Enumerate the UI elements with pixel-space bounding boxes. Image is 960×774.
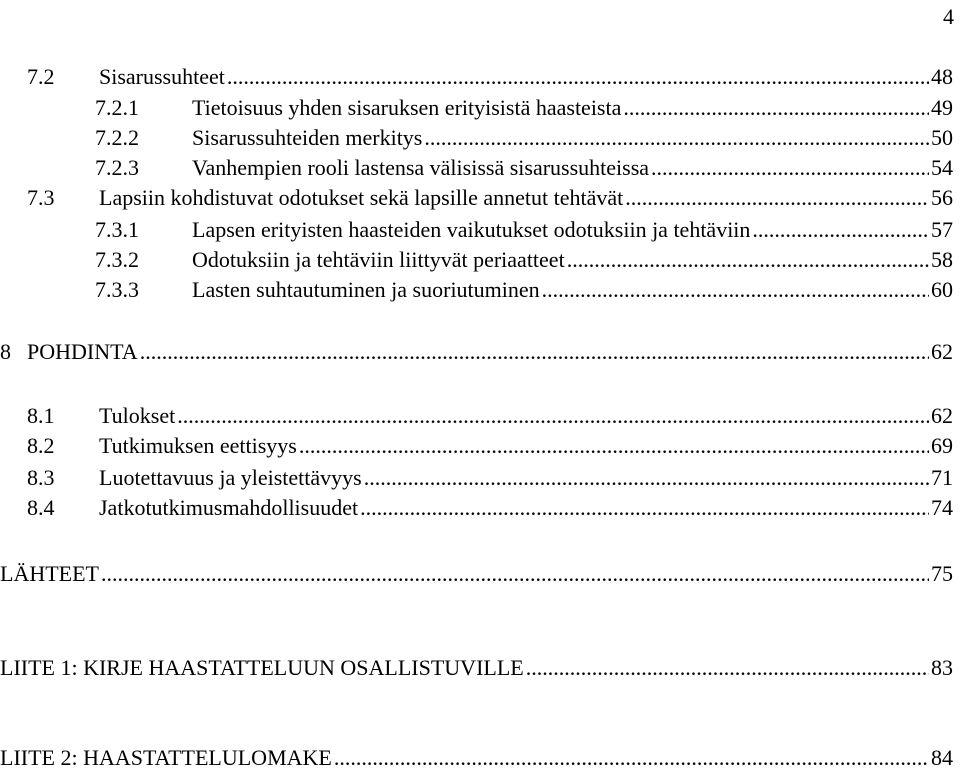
- toc-entry-lahteet[interactable]: [0, 560, 953, 588]
- toc-entry-title: Tutkimuksen eettisyys: [99, 433, 297, 458]
- toc-entry-title: LIITE 2: HAASTATTELULOMAKE: [0, 745, 332, 770]
- toc-entry-number: 7.2.2: [95, 125, 139, 150]
- toc-entry-8-3[interactable]: [27, 464, 953, 492]
- toc-entry-page: 62: [931, 403, 953, 428]
- toc-entry-7-3-2[interactable]: [95, 246, 953, 274]
- toc-leader-dots: [177, 402, 929, 430]
- toc-entry-number: 8: [0, 339, 11, 364]
- toc-leader-dots: [140, 338, 929, 366]
- toc-entry-page: 58: [931, 247, 953, 272]
- toc-leader-dots: [299, 432, 929, 460]
- toc-entry-number: 7.3.2: [95, 247, 139, 272]
- toc-entry-title: LÄHTEET: [0, 561, 99, 586]
- toc-entry-title: Tietoisuus yhden sisaruksen erityisistä haasteista: [192, 95, 622, 120]
- toc-entry-number: 8.1: [27, 403, 55, 428]
- toc-leader-dots: [752, 216, 929, 244]
- toc-leader-dots: [567, 246, 929, 274]
- toc-entry-title: Odotuksiin ja tehtäviin liittyvät periaatteet: [192, 247, 565, 272]
- page-number: 4: [943, 4, 954, 29]
- toc-entry-page: 62: [931, 339, 953, 364]
- toc-entry-title: POHDINTA: [27, 339, 138, 364]
- toc-entry-page: 57: [931, 217, 953, 242]
- toc-entry-page: 75: [931, 561, 953, 586]
- toc-entry-8-1[interactable]: [27, 402, 953, 430]
- toc-leader-dots: [526, 654, 929, 682]
- toc-leader-dots: [227, 63, 929, 91]
- toc-entry-7-2-3[interactable]: [95, 154, 953, 182]
- toc-entry-title: Sisarussuhteet: [99, 64, 225, 89]
- toc-entry-page: 83: [931, 655, 953, 680]
- toc-leader-dots: [334, 744, 929, 772]
- toc-entry-number: 7.2.1: [95, 95, 139, 120]
- toc-entry-8[interactable]: [0, 338, 953, 366]
- toc-entry-page: 84: [931, 745, 953, 770]
- toc-entry-page: 60: [931, 277, 953, 302]
- toc-entry-7-2[interactable]: [27, 63, 953, 91]
- toc-entry-number: 7.2: [27, 64, 55, 89]
- toc-entry-number: 8.4: [27, 495, 55, 520]
- toc-entry-title: Jatkotutkimusmahdollisuudet: [99, 495, 359, 520]
- toc-entry-page: 71: [931, 465, 953, 490]
- toc-entry-7-2-1[interactable]: [95, 94, 953, 122]
- toc-leader-dots: [542, 276, 929, 304]
- toc-leader-dots: [360, 494, 929, 522]
- toc-entry-title: Luotettavuus ja yleistettävyys: [99, 465, 362, 490]
- toc-entry-number: 7.3.1: [95, 217, 139, 242]
- toc-entry-page: 56: [931, 185, 953, 210]
- toc-entry-number: 7.3: [27, 185, 55, 210]
- toc-leader-dots: [364, 464, 929, 492]
- toc-entry-8-4[interactable]: [27, 494, 953, 522]
- toc-entry-8-2[interactable]: [27, 432, 953, 460]
- toc-entry-title: Tulokset: [99, 403, 176, 428]
- toc-leader-dots: [651, 154, 929, 182]
- toc-entry-7-3-1[interactable]: [95, 216, 953, 244]
- toc-entry-number: 7.2.3: [95, 155, 139, 180]
- toc-entry-page: 74: [931, 495, 953, 520]
- toc-entry-title: LIITE 1: KIRJE HAASTATTELUUN OSALLISTUVILLE: [0, 655, 524, 680]
- toc-entry-page: 69: [931, 433, 953, 458]
- toc-entry-liite-1[interactable]: [0, 654, 953, 682]
- toc-leader-dots: [101, 560, 929, 588]
- toc-entry-page: 49: [931, 95, 953, 120]
- toc-entry-number: 8.2: [27, 433, 55, 458]
- toc-entry-number: 8.3: [27, 465, 55, 490]
- toc-entry-page: 54: [931, 155, 953, 180]
- toc-entry-title: Sisarussuhteiden merkitys: [192, 125, 423, 150]
- toc-entry-number: 7.3.3: [95, 277, 139, 302]
- toc-entry-7-3[interactable]: [27, 184, 953, 212]
- toc-entry-title: Vanhempien rooli lastensa välisissä sisarussuhteissa: [192, 155, 650, 180]
- toc-entry-7-2-2[interactable]: [95, 124, 953, 152]
- toc-entry-liite-2[interactable]: [0, 744, 953, 772]
- toc-entry-page: 48: [931, 64, 953, 89]
- toc-leader-dots: [623, 94, 929, 122]
- toc-entry-page: 50: [931, 125, 953, 150]
- toc-entry-title: Lapsiin kohdistuvat odotukset sekä lapsille annetut tehtävät: [99, 185, 624, 210]
- toc-entry-7-3-3[interactable]: [95, 276, 953, 304]
- toc-entry-title: Lasten suhtautuminen ja suoriutuminen: [192, 277, 540, 302]
- toc-leader-dots: [625, 184, 929, 212]
- toc-entry-title: Lapsen erityisten haasteiden vaikutukset odotuksiin ja tehtäviin: [192, 217, 751, 242]
- toc-leader-dots: [424, 124, 929, 152]
